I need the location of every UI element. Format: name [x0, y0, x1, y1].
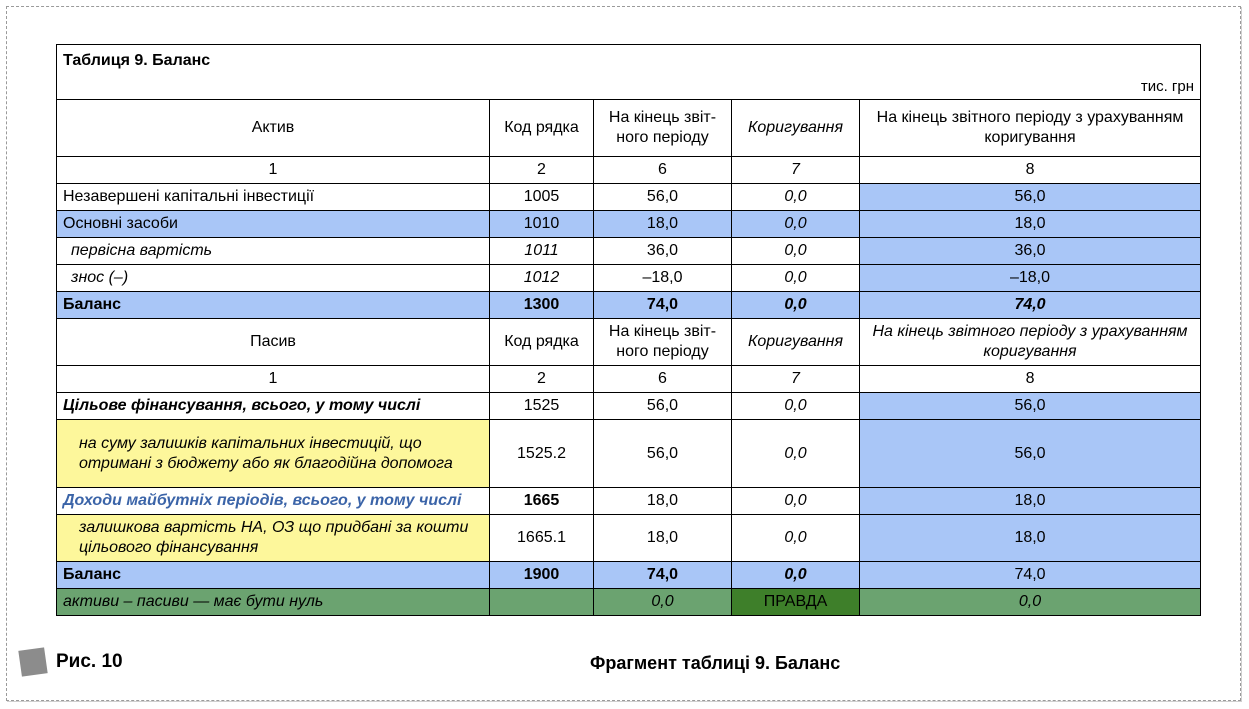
table-row: [57, 211, 1201, 238]
row-adj: 0,0: [732, 292, 860, 319]
number-cell: 6: [594, 157, 732, 184]
row-final: 18,0: [860, 488, 1201, 515]
row-code: 1665.1: [490, 515, 594, 562]
table-row: [57, 420, 1201, 488]
row-adj: 0,0: [732, 211, 860, 238]
table-row: [57, 393, 1201, 420]
check-row: [57, 589, 1201, 616]
row-final: –18,0: [860, 265, 1201, 292]
number-cell: 1: [57, 366, 490, 393]
row-adj: 0,0: [732, 184, 860, 211]
liabilities-header-col4: Коригування: [732, 319, 860, 366]
assets-header-col2: Код рядка: [490, 100, 594, 157]
row-final: 0,0: [860, 589, 1201, 616]
figure-square-icon: [18, 647, 47, 676]
liabilities-header-col3: На кінець звіт-ного періоду: [594, 319, 732, 366]
row-adj: 0,0: [732, 562, 860, 589]
number-cell: 6: [594, 366, 732, 393]
row-code: 1525.2: [490, 420, 594, 488]
row-code: [490, 589, 594, 616]
row-final: 56,0: [860, 184, 1201, 211]
row-code: 1012: [490, 265, 594, 292]
assets-header-col4: Коригування: [732, 100, 860, 157]
number-cell: 7: [732, 366, 860, 393]
number-cell: 1: [57, 157, 490, 184]
table-title: Таблиця 9. Баланс: [63, 52, 211, 69]
row-final: 74,0: [860, 562, 1201, 589]
table-row: [57, 488, 1201, 515]
assets-header-col1: Актив: [57, 100, 490, 157]
row-final: 74,0: [860, 292, 1201, 319]
row-name: Баланс: [57, 562, 490, 589]
number-cell: 8: [860, 366, 1201, 393]
row-name: активи – пасиви — має бути нуль: [57, 589, 490, 616]
row-name: залишкова вартість НА, ОЗ що придбані за кошти цільового фінансування: [57, 515, 490, 562]
row-name: Незавершені капітальні інвестиції: [57, 184, 490, 211]
row-name: Основні засоби: [57, 211, 490, 238]
row-adj: 0,0: [732, 488, 860, 515]
figure-number: Рис. 10: [56, 651, 123, 672]
table-title-cell: [57, 45, 1201, 100]
row-code: 1011: [490, 238, 594, 265]
row-name: Доходи майбутніх періодів, всього, у тому числі: [57, 488, 490, 515]
assets-header-col5: На кінець звітного періоду з урахуванням коригування: [860, 100, 1201, 157]
liabilities-numbers-row: [57, 366, 1201, 393]
row-end: 18,0: [594, 488, 732, 515]
row-final: 36,0: [860, 238, 1201, 265]
check-result: ПРАВДА: [732, 589, 860, 616]
row-end: 36,0: [594, 238, 732, 265]
liabilities-header-col1: Пасив: [57, 319, 490, 366]
row-name: Цільове фінансування, всього, у тому числі: [57, 393, 490, 420]
liabilities-balance-row: [57, 562, 1201, 589]
table-row: [57, 184, 1201, 211]
assets-header-col3: На кінець звіт-ного періоду: [594, 100, 732, 157]
table-row: [57, 265, 1201, 292]
row-adj: 0,0: [732, 515, 860, 562]
row-code: 1010: [490, 211, 594, 238]
row-code: 1665: [490, 488, 594, 515]
row-adj: 0,0: [732, 238, 860, 265]
row-code: 1900: [490, 562, 594, 589]
row-final: 18,0: [860, 515, 1201, 562]
liabilities-header-col5: На кінець звітного періоду з урахуванням коригування: [860, 319, 1201, 366]
number-cell: 8: [860, 157, 1201, 184]
row-name: первісна вартість: [57, 238, 490, 265]
liabilities-header-col2: Код рядка: [490, 319, 594, 366]
row-final: 56,0: [860, 393, 1201, 420]
row-end: 56,0: [594, 184, 732, 211]
row-end: 18,0: [594, 211, 732, 238]
figure-caption: Фрагмент таблиці 9. Баланс: [590, 653, 841, 673]
row-name: на суму залишків капітальних інвестицій, що отримані з бюджету або як благодійна допомога: [57, 420, 490, 488]
number-cell: 2: [490, 366, 594, 393]
row-code: 1300: [490, 292, 594, 319]
row-end: 18,0: [594, 515, 732, 562]
assets-numbers-row: [57, 157, 1201, 184]
row-adj: 0,0: [732, 265, 860, 292]
row-code: 1525: [490, 393, 594, 420]
row-name: Баланс: [57, 292, 490, 319]
assets-balance-row: [57, 292, 1201, 319]
row-adj: 0,0: [732, 393, 860, 420]
row-end: 56,0: [594, 420, 732, 488]
row-end: 74,0: [594, 562, 732, 589]
row-final: 18,0: [860, 211, 1201, 238]
number-cell: 2: [490, 157, 594, 184]
balance-table: [56, 44, 1201, 616]
number-cell: 7: [732, 157, 860, 184]
table-row: [57, 515, 1201, 562]
row-final: 56,0: [860, 420, 1201, 488]
table-unit: тис. грн: [1140, 78, 1195, 95]
row-end: 56,0: [594, 393, 732, 420]
row-adj: 0,0: [732, 420, 860, 488]
row-code: 1005: [490, 184, 594, 211]
row-name: знос (–): [57, 265, 490, 292]
row-end: 74,0: [594, 292, 732, 319]
row-end: –18,0: [594, 265, 732, 292]
row-end: 0,0: [594, 589, 732, 616]
table-row: [57, 238, 1201, 265]
